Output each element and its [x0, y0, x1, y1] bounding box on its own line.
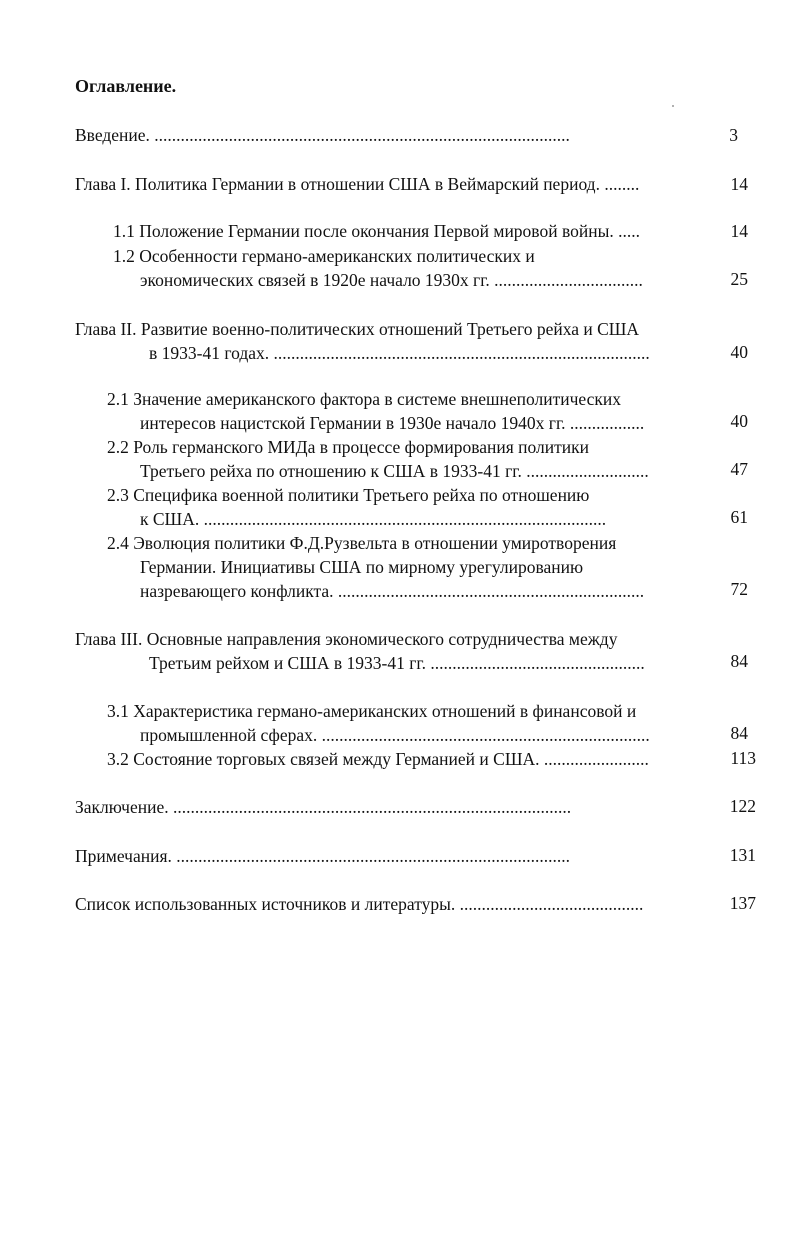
toc-page-number: 25 — [730, 269, 748, 289]
toc-page-number: 40 — [730, 411, 748, 431]
toc-entry-text: 1.1 Положение Германии после окончания Первой мировой войны. ..... — [113, 221, 640, 241]
toc-entry-section-2-2 — [107, 436, 589, 458]
toc-page-number: 84 — [730, 651, 748, 671]
toc-entry-text: назревающего конфликта. ...................................................................... — [140, 581, 645, 601]
toc-entry-text: Введение. ............................................................................................... — [75, 125, 570, 145]
toc-entry-text: Глава I. Политика Германии в отношении США в Веймарский период. ........ — [75, 174, 640, 194]
toc-entry-text: Третьим рейхом и США в 1933-41 гг. ................................................. — [149, 653, 645, 673]
toc-page-number: 14 — [730, 174, 748, 194]
toc-entry-text: экономических связей в 1920е начало 1930х гг. .................................. — [140, 270, 643, 290]
toc-entry-text: в 1933-41 годах. ...................................................................................... — [149, 343, 650, 363]
toc-page-number: 40 — [730, 342, 748, 362]
toc-entry-text: Германии. Инициативы США по мирному урегулированию — [140, 557, 584, 577]
toc-page-number: 84 — [730, 723, 748, 743]
toc-page-number: 14 — [730, 221, 748, 241]
toc-entry-text: 3.1 Характеристика германо-американских отношений в финансовой и — [107, 701, 637, 721]
toc-entry-section-1-1 — [113, 220, 640, 242]
toc-entry-section-3-1 — [107, 700, 636, 722]
toc-entry-section-3-2 — [107, 748, 649, 770]
toc-entry-text: Третьего рейха по отношению к США в 1933-41 гг. ............................ — [140, 461, 649, 481]
toc-entry-text: 3.2 Состояние торговых связей между Германией и США. ........................ — [107, 749, 649, 769]
toc-entry-continuation — [140, 580, 644, 602]
toc-entry-continuation — [140, 412, 644, 434]
toc-entry-text: 2.2 Роль германского МИДа в процессе формирования политики — [107, 437, 590, 457]
toc-entry-continuation — [140, 556, 583, 578]
toc-entry-chapter-3 — [75, 628, 617, 650]
toc-entry-text: Примечания. .......................................................................................... — [75, 846, 571, 866]
toc-title: Оглавление. — [75, 76, 177, 96]
toc-page-number: 47 — [730, 459, 748, 479]
toc-page-number: 131 — [729, 845, 756, 865]
toc-entry-section-2-3 — [107, 484, 589, 506]
toc-entry-text: промышленной сферах. ........................................................................... — [140, 725, 650, 745]
toc-page-number: 122 — [729, 796, 756, 816]
toc-entry-text: 1.2 Особенности германо-американских политических и — [113, 246, 535, 266]
toc-entry-text: к США. ............................................................................................ — [140, 509, 607, 529]
toc-entry-text: Заключение. ........................................................................................... — [75, 797, 572, 817]
toc-entry-conclusion — [75, 796, 571, 818]
toc-page-number: 61 — [730, 507, 748, 527]
toc-entry-text: интересов нацистской Германии в 1930е начало 1940х гг. ................. — [140, 413, 645, 433]
toc-entry-introduction — [75, 124, 715, 146]
toc-entry-continuation — [140, 460, 649, 482]
toc-entry-chapter-2 — [75, 318, 639, 340]
toc-entry-text: Список использованных источников и литературы. .......................................... — [75, 894, 644, 914]
toc-page-number: 72 — [730, 579, 748, 599]
toc-entry-section-2-1 — [107, 388, 621, 410]
toc-entry-text: 2.4 Эволюция политики Ф.Д.Рузвельта в отношении умиротворения — [107, 533, 617, 553]
scan-speck — [672, 105, 674, 107]
toc-entry-bibliography — [75, 893, 643, 915]
toc-page-number: 137 — [729, 893, 756, 913]
toc-entry-text: 2.3 Специфика военной политики Третьего рейха по отношению — [107, 485, 590, 505]
toc-entry-section-1-2 — [113, 245, 535, 267]
toc-entry-text: Глава II. Развитие военно-политических отношений Третьего рейха и США — [75, 319, 640, 339]
toc-entry-continuation — [140, 508, 606, 530]
toc-entry-section-2-4 — [107, 532, 616, 554]
toc-entry-text: 2.1 Значение американского фактора в системе внешнеполитических — [107, 389, 621, 409]
toc-entry-text: Глава III. Основные направления экономического сотрудничества между — [75, 629, 618, 649]
toc-entry-notes — [75, 845, 570, 867]
toc-entry-continuation — [140, 724, 650, 746]
toc-page-number: 113 — [730, 748, 756, 768]
toc-entry-continuation — [149, 652, 645, 674]
toc-entry-continuation — [140, 269, 643, 291]
toc-page-number: 3 — [729, 125, 738, 145]
toc-entry-chapter-1 — [75, 173, 639, 195]
toc-entry-continuation — [149, 342, 650, 364]
